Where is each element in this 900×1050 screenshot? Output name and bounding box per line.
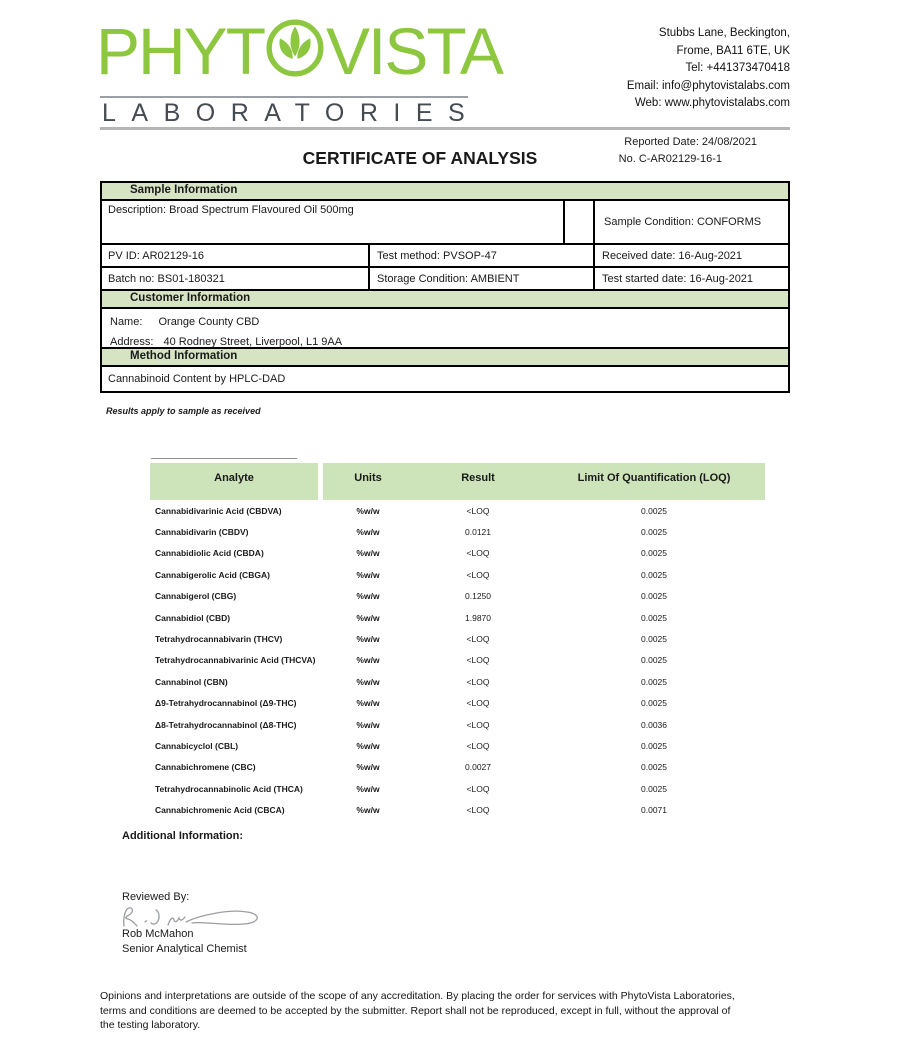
cell-result: <LOQ <box>466 505 490 516</box>
logo-text-prefix: PHYT <box>96 14 265 88</box>
cell-loq: 0.0025 <box>641 548 667 559</box>
cell-result: 0.0027 <box>465 762 491 773</box>
cell-loq: 0.0025 <box>641 527 667 538</box>
customer-name: Orange County CBD <box>158 316 260 328</box>
cell-analyte: Tetrahydrocannabinolic Acid (THCA) <box>155 783 303 794</box>
results-table-header <box>150 463 765 500</box>
header-divider-line <box>100 127 790 130</box>
cell-result: <LOQ <box>466 719 490 730</box>
table-row <box>150 650 765 671</box>
cell-result: 1.9870 <box>465 612 491 623</box>
table-row <box>150 757 765 778</box>
results-note: Results apply to sample as received <box>106 406 261 416</box>
cell-loq: 0.0025 <box>641 505 667 516</box>
cell-loq: 0.0036 <box>641 719 667 730</box>
cell-units: %w/w <box>356 505 380 516</box>
table-row <box>150 564 765 585</box>
section-header-sample-information: Sample Information <box>102 183 788 201</box>
contact-block <box>627 25 790 113</box>
cell-analyte: Cannabichromene (CBC) <box>155 762 256 773</box>
footer-line: terms and conditions are deemed to be accepted by the submitter. Report shall not be reproduced, except in full, without the approval of <box>100 1004 731 1017</box>
sample-description: Description: Broad Spectrum Flavoured Oil 500mg <box>102 201 565 243</box>
table-row <box>150 671 765 692</box>
cell-units: %w/w <box>356 655 380 666</box>
cell-loq: 0.0025 <box>641 591 667 602</box>
table-row <box>150 543 765 564</box>
table-row <box>150 500 765 521</box>
header-loq: Limit Of Quantification (LOQ) <box>577 472 731 484</box>
cell-units: %w/w <box>356 591 380 602</box>
sample-info-table <box>100 181 790 393</box>
cell-result: <LOQ <box>466 569 490 580</box>
test-method: Test method: PVSOP-47 <box>370 245 595 266</box>
cell-units: %w/w <box>356 676 380 687</box>
cell-analyte: Cannabidivarinic Acid (CBDVA) <box>155 505 282 516</box>
batch-no: Batch no: BS01-180321 <box>102 268 370 289</box>
table-row <box>150 693 765 714</box>
report-number: No. C-AR02129-16-1 <box>618 153 722 165</box>
cell-analyte: Δ8-Tetrahydrocannabinol (Δ8-THC) <box>155 719 297 730</box>
pv-id: PV ID: AR02129-16 <box>102 245 370 266</box>
results-rows <box>150 500 765 821</box>
cell-loq: 0.0025 <box>641 676 667 687</box>
customer-name-line <box>110 312 780 332</box>
header-result: Result <box>461 472 495 484</box>
customer-address-label: Address: <box>110 336 154 348</box>
page-title: CERTIFICATE OF ANALYSIS <box>302 148 538 168</box>
header-units: Units <box>354 472 382 484</box>
cell-result: <LOQ <box>466 548 490 559</box>
table-top-line <box>151 458 297 459</box>
cell-units: %w/w <box>356 740 380 751</box>
table-row <box>150 607 765 628</box>
cell-result: <LOQ <box>466 676 490 687</box>
reported-date: Reported Date: 24/08/2021 <box>624 136 757 148</box>
cell-units: %w/w <box>356 805 380 816</box>
cell-loq: 0.0025 <box>641 569 667 580</box>
header-analyte: Analyte <box>150 463 318 500</box>
cell-units: %w/w <box>356 612 380 623</box>
cell-loq: 0.0025 <box>641 655 667 666</box>
description-row <box>102 201 788 243</box>
cell-units: %w/w <box>356 527 380 538</box>
cell-result: 0.0121 <box>465 527 491 538</box>
cell-analyte: Δ9-Tetrahydrocannabinol (Δ9-THC) <box>155 698 297 709</box>
logo-text-suffix: VISTA <box>326 14 502 88</box>
cell-loq: 0.0025 <box>641 783 667 794</box>
sample-condition: Sample Condition: CONFORMS <box>604 216 762 228</box>
cell-analyte: Cannabidiol (CBD) <box>155 612 231 623</box>
table-row <box>150 714 765 735</box>
cell-result: <LOQ <box>466 655 490 666</box>
results-table <box>150 463 765 821</box>
empty-cell <box>565 201 595 243</box>
logo-subtitle: LABORATORIES <box>102 99 481 127</box>
table-row <box>150 521 765 542</box>
cell-units: %w/w <box>356 719 380 730</box>
cell-analyte: Cannabigerol (CBG) <box>155 591 237 602</box>
customer-name-label: Name: <box>110 316 143 328</box>
test-started-date: Test started date: 16-Aug-2021 <box>602 272 754 285</box>
reviewed-by-label: Reviewed By: <box>122 891 190 903</box>
cell-result: <LOQ <box>466 740 490 751</box>
footer-line: Opinions and interpretations are outside of the scope of any accreditation. By placing the order for services with PhytoVista Laboratories, <box>100 990 735 1002</box>
section-header-method-information: Method Information <box>102 347 788 367</box>
cell-result: <LOQ <box>466 805 490 816</box>
cell-loq: 0.0071 <box>641 805 667 816</box>
cell-result: <LOQ <box>466 698 490 709</box>
cell-units: %w/w <box>356 634 380 645</box>
cell-units: %w/w <box>356 569 380 580</box>
contact-address-line1: Stubbs Lane, Beckington, <box>658 27 790 39</box>
cell-analyte: Cannabigerolic Acid (CBGA) <box>155 569 270 580</box>
cell-analyte: Tetrahydrocannabivarin (THCV) <box>155 634 283 645</box>
cell-units: %w/w <box>356 762 380 773</box>
cell-units: %w/w <box>356 698 380 709</box>
reviewer-title: Senior Analytical Chemist <box>122 943 247 955</box>
cell-result: <LOQ <box>466 783 490 794</box>
logo-divider-line <box>100 96 468 98</box>
table-row <box>150 799 765 820</box>
table-row <box>150 586 765 607</box>
cell-units: %w/w <box>356 783 380 794</box>
cell-loq: 0.0025 <box>641 740 667 751</box>
cell-loq: 0.0025 <box>641 612 667 623</box>
table-row <box>150 778 765 799</box>
cell-analyte: Tetrahydrocannabivarinic Acid (THCVA) <box>155 655 316 666</box>
footer-line: the testing laboratory. <box>100 1019 201 1031</box>
customer-details-cell <box>102 309 788 347</box>
contact-email: Email: info@phytovistalabs.com <box>626 79 790 92</box>
batch-row <box>102 266 788 289</box>
contact-address-line2: Frome, BA11 6TE, UK <box>676 44 790 57</box>
customer-address: 40 Rodney Street, Liverpool, L1 9AA <box>163 336 343 348</box>
phytovista-logo <box>96 16 502 86</box>
cell-loq: 0.0025 <box>641 698 667 709</box>
method-description: Cannabinoid Content by HPLC-DAD <box>108 373 286 385</box>
pv-id-row <box>102 243 788 266</box>
cell-result: <LOQ <box>466 634 490 645</box>
cell-units: %w/w <box>356 548 380 559</box>
storage-condition: Storage Condition: AMBIENT <box>370 268 595 289</box>
additional-information-label: Additional Information: <box>122 830 243 842</box>
cell-analyte: Cannabidivarin (CBDV) <box>155 527 249 538</box>
header-rest <box>323 463 765 500</box>
cell-analyte: Cannabidiolic Acid (CBDA) <box>155 548 264 559</box>
cell-result: 0.1250 <box>465 591 491 602</box>
section-header-customer-information: Customer Information <box>102 289 788 309</box>
cell-analyte: Cannabinol (CBN) <box>155 676 228 687</box>
table-row <box>150 628 765 649</box>
reviewer-name: Rob McMahon <box>122 928 194 940</box>
received-date: Received date: 16-Aug-2021 <box>602 249 743 262</box>
footer-disclaimer <box>100 989 810 1033</box>
table-row <box>150 735 765 756</box>
leaf-circle-icon <box>265 18 325 88</box>
contact-web: Web: www.phytovistalabs.com <box>634 97 790 109</box>
contact-tel: Tel: +441373470418 <box>685 62 790 74</box>
cell-loq: 0.0025 <box>641 634 667 645</box>
cell-analyte: Cannabichromenic Acid (CBCA) <box>155 805 285 816</box>
cell-loq: 0.0025 <box>641 762 667 773</box>
cell-analyte: Cannabicyclol (CBL) <box>155 740 239 751</box>
